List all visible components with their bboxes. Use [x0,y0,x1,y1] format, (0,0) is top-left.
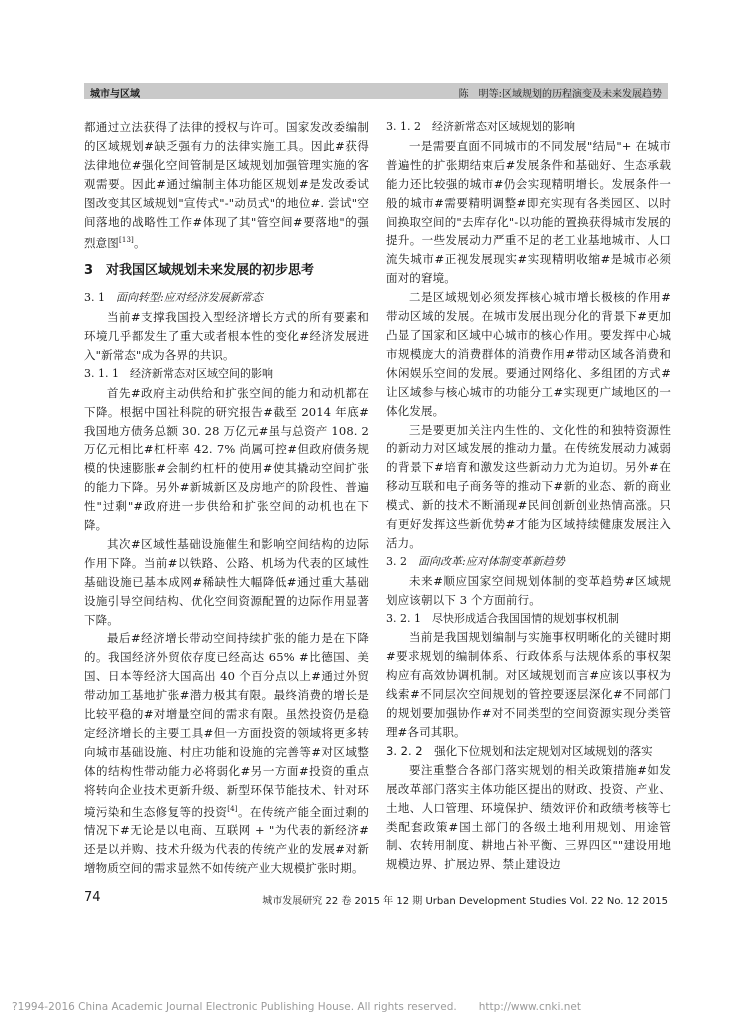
left-column [84,118,369,878]
subsection-heading: 3. 1 面向转型:应对经济发展新常态 [84,291,263,305]
subsubsection-heading: 3. 1. 1 经济新常态对区域空间的影响 [84,366,273,380]
paragraph: 二是区域规划必须发挥核心城市增长极核的作用#带动区域的发展。在城市发展出现分化的背景下#更加凸显了国家和区域中心城市的核心作用。要发挥中心城市规模庞大的消费群体的消费作用#带动区域各消费和休闲娱乐空间的发展。要通过网络化、多组团的方式#让区域参与核心城市的功能分工#实现更广域地区的一体化发展。 [386,290,671,418]
paragraph: 当前#支撑我国投入型经济增长方式的所有要素和环境几乎都发生了重大或者根本性的变化#经济发展进入"新常态"成为各界的共识。 [84,310,369,362]
citation: [13] [118,236,134,245]
right-column [386,118,671,874]
paragraph: 都通过立法获得了法律的授权与许可。国家发改委编制的区域规划#缺乏强有力的法律实施工具。因此#获得法律地位#强化空间管制是区域规划加强管理实施的客观需要。因此#通过编制主体功能区规划#是发改委试图改变其区域规划"宣传式"-"动员式"的地位#. 尝试"空间落地的战略性工作#体现了其"管空间#要落地"的强烈意图[13]。 [84,120,369,251]
paragraph: 未来#顺应国家空间规划体制的变革趋势#区域规划应该朝以下 3 个方面前行。 [386,573,671,607]
paragraph: 要注重整合各部门落实规划的相关政策措施#如发展改革部门落实主体功能区提出的财政、投资、产业、土地、人口管理、环境保护、绩效评价和政绩考核等七类配套政策#国土部门的各级土地利用规划、用途管制、农转用制度、耕地占补平衡、三界四区""建设用地规模边界、扩展边界、禁止建设边 [386,762,671,872]
subsection-heading: 3. 2 面向改革:应对体制变革新趋势 [386,554,565,568]
copyright-watermark: ?1994-2016 China Academic Journal Electronic Publishing House. All rights reserved. http://www.cnki.net [12,1001,582,1013]
subsubsection-heading: 3. 2. 1 尽快形成适合我国国情的规划事权机制 [386,611,619,625]
journal-citation: 城市发展研究 22 卷 2015 年 12 期 Urban Development Studies Vol. 22 No. 12 2015 [262,896,668,907]
paragraph: 其次#区域性基础设施催生和影响空间结构的边际作用下降。当前#以铁路、公路、机场为代表的区域性基础设施已基本成网#稀缺性大幅降低#通过重大基础设施引导空间结构、优化空间资源配置的边际作用显著下降。 [84,536,369,627]
page-number: 74 [84,890,101,905]
header-author-title: 陈 明等:区域规划的历程演变及未来发展趋势 [458,89,662,100]
page-footer [84,890,668,906]
cnki-link[interactable]: http://www.cnki.net [478,1001,582,1013]
running-header [84,83,668,99]
subsubsection-heading: 3. 2. 2 强化下位规划和法定规划对区域规划的落实 [386,743,653,758]
paragraph: 当前是我国规划编制与实施事权明晰化的关键时期#要求规划的编制体系、行政体系与法规体系的事权架构应有高效协调机制。对区域规划而言#应该以事权为线索#不同层次空间规划的管控要逐层深化#不同部门的规划要加强协作#对不同类型的空间资源实现分类管理#各司其职。 [386,630,671,739]
subsubsection-heading: 3. 1. 2 经济新常态对区域规划的影响 [386,120,575,133]
citation: [4] [227,804,238,813]
paragraph: 首先#政府主动供给和扩张空间的能力和动机都在下降。根据中国社科院的研究报告#截至 2014 年底#我国地方债务总额 30. 28 万亿元#虽与总资产 108. 2 万亿元相比#杠杆率 42. 7% 尚属可控#但政府债务规模的快速膨胀#会制约杠杆的使用#使其撬动空间扩张的能力下降。另外#新城新区及房地产的阶段性、普遍性"过剩"#政府进一步供给和扩张空间的动机也在下降。 [84,385,369,533]
paragraph: 最后#经济增长带动空间持续扩张的能力是在下降的。我国经济外贸依存度已经高达 65% #比德国、美国、日本等经济大国高出 40 个百分点以上#通过外贸带动加工基地扩张#潜力极其有限。最终消费的增长是比较平稳的#对增量空间的需求有限。虽然投资仍是稳定经济增长的主要工具#但一方面投资的领域将更多转向城市基础设施、村庄功能和设施的完善等#对区域整体的结构性带动能力必将弱化#另一方面#投资的重点将转向企业技术更新升级、新型环保节能技术、针对环境污染和生态修复等的投资[4]。在传统产能全面过剩的情况下#无论是以电商、互联网 + "为代表的新经济#还是以并购、技术升级为代表的传统产业的发展#对新增物质空间的需求显然不如传统产业大规模扩张时期。 [84,631,369,876]
section-heading: 3 对我国区域规划未来发展的初步思考 [84,263,315,279]
paragraph: 三是要更加关注内生性的、文化性的和独特资源性的新动力对区域发展的推动力量。在传统发展动力减弱的背景下#培育和激发这些新动力尤为迫切。另外#在移动互联和电子商务等的推动下#新的业态、新的商业模式、新的技术不断涌现#民间创新创业热情高涨。只有更好发挥这些新优势#才能为区域持续健康发展注入活力。 [386,422,671,550]
paragraph: 一是需要直面不同城市的不同发展"结局"+ 在城市普遍性的扩张期结束后#发展条件和基础好、生态承载能力还比较强的城市#仍会实现精明增长。发展条件一般的城市#需要精明调整#即充实现有各类园区、以时间换取空间的"去库存化"-以功能的置换获得城市发展的提升。一些发展动力严重不足的老工业基地城市、人口流失城市#正视发展现实#实现精明收缩#是城市必须面对的窘境。 [386,138,671,286]
header-section: 城市与区域 [90,89,140,100]
